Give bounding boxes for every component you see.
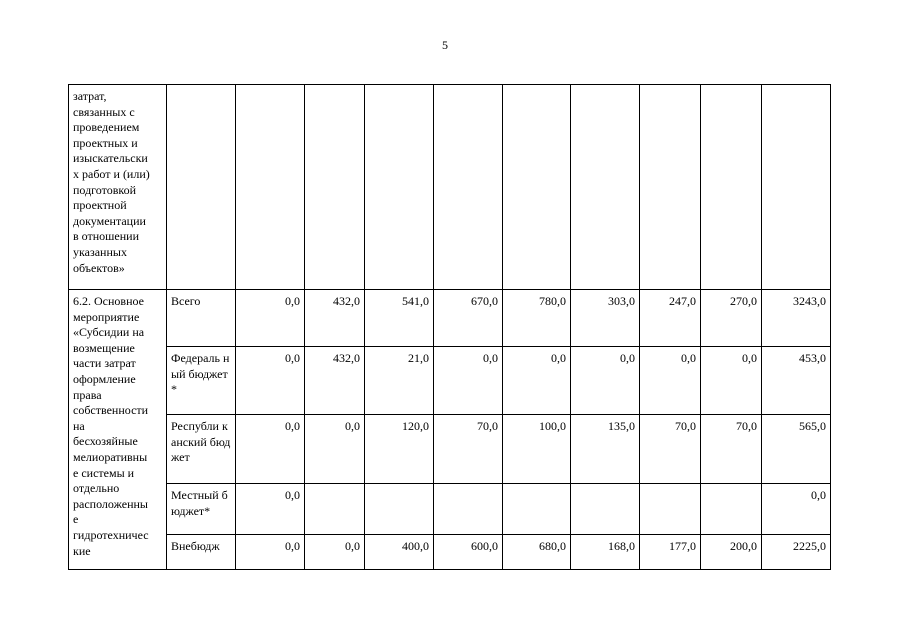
empty-cell (701, 85, 762, 290)
year-value: 400,0 (365, 535, 434, 570)
year-value: 0,0 (236, 484, 305, 535)
funding-table (68, 84, 831, 570)
year-value: 680,0 (503, 535, 571, 570)
empty-cell (236, 85, 305, 290)
empty-cell (762, 85, 831, 290)
year-value: 120,0 (365, 415, 434, 484)
year-value: 0,0 (236, 347, 305, 415)
year-value: 432,0 (305, 290, 365, 347)
total-value: 565,0 (762, 415, 831, 484)
total-value: 2225,0 (762, 535, 831, 570)
year-value: 432,0 (305, 347, 365, 415)
total-value: 0,0 (762, 484, 831, 535)
year-value: 135,0 (571, 415, 640, 484)
total-value: 3243,0 (762, 290, 831, 347)
item-title: 6.2. Основное мероприятие «Субсидии на возмещение части затрат оформление права собственности на бесхозяйные мелиоративны е системы и отдельно расположенны е гидротехничес кие (73, 294, 149, 558)
year-value: 70,0 (640, 415, 701, 484)
continuation-cell (69, 85, 167, 290)
continuation-row (69, 85, 831, 290)
year-value: 200,0 (701, 535, 762, 570)
funding-row (69, 415, 831, 484)
empty-cell (503, 85, 571, 290)
continuation-text: затрат, связанных с проведением проектных и изыскательски х работ и (или) подготовкой проектной документации в отношении указанных объектов» (73, 89, 150, 275)
year-value (434, 484, 503, 535)
empty-cell (434, 85, 503, 290)
item-title-cell (69, 290, 167, 570)
empty-cell (640, 85, 701, 290)
total-value: 453,0 (762, 347, 831, 415)
year-value (503, 484, 571, 535)
year-value: 0,0 (305, 535, 365, 570)
year-value: 247,0 (640, 290, 701, 347)
year-value: 0,0 (640, 347, 701, 415)
year-value: 21,0 (365, 347, 434, 415)
year-value (365, 484, 434, 535)
empty-cell (365, 85, 434, 290)
year-value: 600,0 (434, 535, 503, 570)
year-value (571, 484, 640, 535)
year-value: 670,0 (434, 290, 503, 347)
year-value: 780,0 (503, 290, 571, 347)
funding-source: Местный бюджет* (167, 484, 236, 535)
empty-cell (167, 85, 236, 290)
year-value: 70,0 (434, 415, 503, 484)
year-value: 0,0 (571, 347, 640, 415)
year-value (701, 484, 762, 535)
year-value: 541,0 (365, 290, 434, 347)
year-value: 0,0 (503, 347, 571, 415)
year-value: 70,0 (701, 415, 762, 484)
year-value (640, 484, 701, 535)
empty-cell (305, 85, 365, 290)
funding-row (69, 290, 831, 347)
funding-row (69, 484, 831, 535)
year-value: 100,0 (503, 415, 571, 484)
year-value: 0,0 (236, 535, 305, 570)
year-value: 0,0 (701, 347, 762, 415)
funding-source: Республи канский бюджет (167, 415, 236, 484)
funding-row (69, 535, 831, 570)
year-value: 177,0 (640, 535, 701, 570)
year-value (305, 484, 365, 535)
year-value: 0,0 (236, 415, 305, 484)
funding-source: Внебюдж (167, 535, 236, 570)
year-value: 0,0 (236, 290, 305, 347)
year-value: 0,0 (434, 347, 503, 415)
funding-source: Федераль ный бюджет * (167, 347, 236, 415)
funding-row (69, 347, 831, 415)
year-value: 0,0 (305, 415, 365, 484)
year-value: 303,0 (571, 290, 640, 347)
funding-source: Всего (167, 290, 236, 347)
year-value: 270,0 (701, 290, 762, 347)
empty-cell (571, 85, 640, 290)
page-number: 5 (442, 38, 448, 52)
year-value: 168,0 (571, 535, 640, 570)
